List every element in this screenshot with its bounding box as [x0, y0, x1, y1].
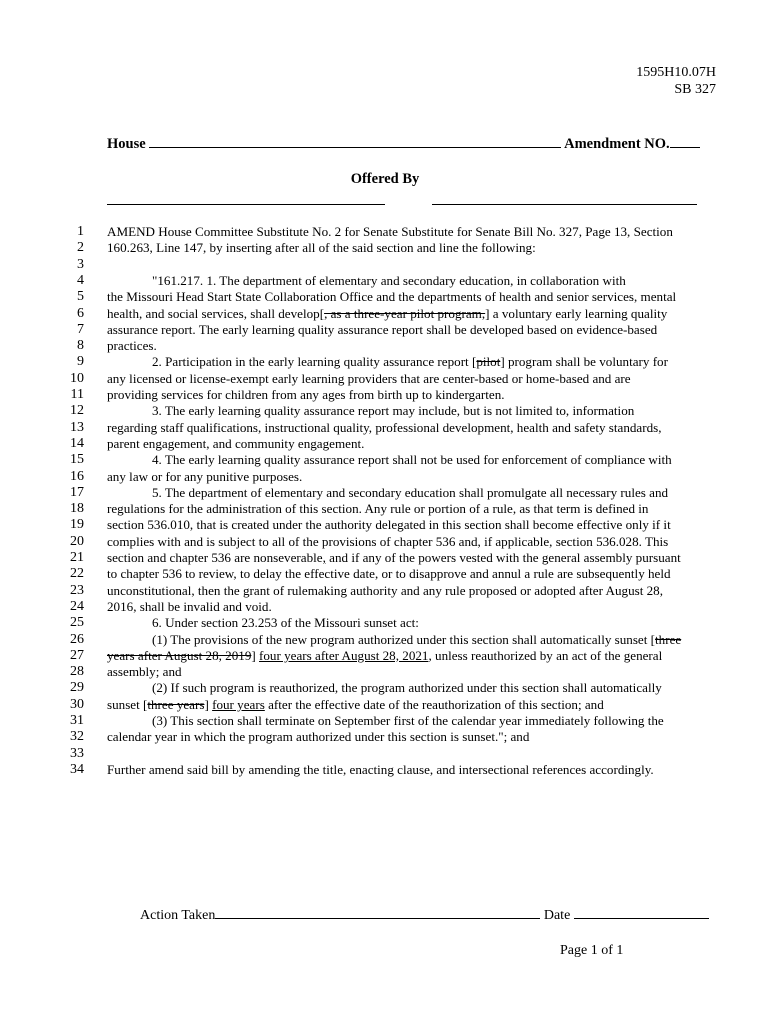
text-segment: AMEND House Committee Substitute No. 2 for Senate Substitute for Senate Bill No. 327, Page 13, Section: [107, 224, 673, 239]
text-segment: section and chapter 536 are nonseverable: [107, 550, 323, 565]
text-segment: 5. The department of elementary and secondary education shall promulgate all necessary rules and: [152, 484, 669, 500]
text-segment: (3) This section shall terminate on September first of the calendar year immediately following the: [152, 713, 664, 728]
line-number: 24: [70, 598, 84, 614]
line-number: 23: [70, 582, 84, 598]
line-number: 31: [70, 713, 84, 728]
line-text: [107, 664, 182, 680]
text-segment: assembly; and: [107, 664, 182, 680]
date-label: Date: [543, 908, 571, 923]
line-text: [107, 224, 673, 240]
line-number: 1: [77, 224, 84, 239]
line-text: [107, 338, 157, 354]
line-text: [107, 615, 419, 631]
line-text: [107, 240, 536, 256]
amendment-number-label: Amendment NO.: [564, 136, 670, 152]
text-segment: ] a voluntary early learning quality: [485, 305, 668, 321]
text-segment: any law or for any punitive purposes.: [107, 468, 303, 484]
line-number: 14: [70, 435, 84, 451]
text-segment: 2. Participation in the early learning quality assurance report [: [152, 354, 477, 370]
line-text: [107, 273, 626, 289]
line-number: 33: [70, 745, 84, 761]
text-segment: "161.217. 1. The department of elementary and secondary education, in collaboration with: [152, 272, 626, 288]
date-blank[interactable]: [574, 906, 709, 919]
deleted-text: , as a three-year pilot program,: [324, 305, 486, 321]
text-segment: (1) The provisions of the new program authorized under this section shall automatically sunset [: [152, 631, 656, 647]
line-text: [107, 322, 657, 338]
line-number: 30: [70, 696, 84, 712]
inserted-text: four years: [212, 696, 265, 712]
deleted-text: three years: [147, 696, 205, 712]
line-text: [107, 599, 272, 615]
text-segment: ]: [251, 647, 260, 663]
line-number: 12: [70, 403, 84, 419]
document-code: 1595H10.07H: [636, 65, 716, 80]
document-header: [636, 64, 716, 98]
line-text: [107, 648, 662, 664]
deleted-text: pilot: [476, 354, 501, 370]
line-text: [107, 436, 364, 452]
text-segment: any licensed or license-exempt early learning providers that are center-based or home-based and are: [107, 370, 631, 386]
text-segment: calendar year in which the program authorized under this section is sunset."; and: [107, 729, 530, 745]
text-segment: ]: [204, 696, 213, 712]
line-number: 7: [77, 321, 84, 337]
line-number: 15: [70, 452, 84, 468]
action-taken-row: [140, 906, 709, 924]
text-segment: ] program shall be voluntary for: [500, 354, 668, 370]
text-segment: sunset [: [107, 696, 148, 712]
line-number: 18: [70, 501, 84, 517]
offered-by-label: Offered By: [350, 171, 420, 187]
offered-by-blank-right[interactable]: [432, 204, 697, 205]
text-segment: (2) If such program is reauthorized, the program authorized under this section shall automatically: [152, 680, 662, 696]
text-segment: to chapter 536 to review, to delay the effective date, or to disapprove and annul a rule are subsequently held: [107, 566, 671, 582]
line-text: [107, 387, 505, 403]
text-segment: providing services for children from any ages from birth up to kindergarten.: [107, 387, 505, 402]
text-segment: unconstitutional, then the grant of rulemaking authority and any rule proposed or adopted after August 28,: [107, 582, 663, 598]
line-number: 22: [70, 566, 84, 582]
bill-number: SB 327: [674, 82, 716, 97]
text-segment: after the effective date of the reauthorization of this section; and: [264, 696, 604, 712]
line-text: [107, 680, 662, 696]
line-number: 13: [70, 419, 84, 435]
page-number: Page 1 of 1: [560, 943, 624, 958]
line-text: [107, 452, 672, 468]
text-segment: regarding staff qualifications, instructional quality, professional development, health and safety standards,: [107, 419, 662, 435]
line-number: 19: [70, 517, 84, 533]
line-number: 20: [70, 533, 84, 549]
house-amendment-line: [107, 135, 715, 153]
text-segment: parent engagement, and community engagement.: [107, 435, 365, 451]
action-taken-blank[interactable]: [215, 906, 540, 919]
line-number: 32: [70, 729, 84, 745]
deleted-text: years after August 28, 2019: [107, 647, 252, 663]
line-number: 25: [70, 615, 84, 631]
line-number: 26: [70, 631, 84, 647]
text-segment: the Missouri Head Start State Collaboration Office and the departments of health and senior services, mental: [107, 289, 677, 305]
line-number: 2: [77, 240, 84, 256]
line-number: 10: [70, 370, 84, 386]
line-text: [107, 306, 667, 322]
line-number: 5: [77, 289, 84, 305]
line-text: [107, 697, 604, 713]
line-number: 11: [70, 387, 84, 402]
line-text: [107, 517, 671, 533]
line-text: [107, 713, 664, 729]
house-label: House: [107, 136, 146, 152]
line-text: [107, 403, 634, 419]
line-number: 6: [77, 305, 84, 321]
line-text: [107, 469, 302, 485]
text-segment: assurance report. The early learning quality assurance report shall be developed based on evidence-based: [107, 321, 658, 337]
inserted-text: ,: [322, 550, 326, 565]
amendment-number-blank[interactable]: [670, 135, 700, 148]
line-text: [107, 354, 668, 370]
line-number: 3: [77, 256, 84, 272]
line-text: [107, 583, 663, 599]
line-number: 21: [70, 550, 84, 565]
text-segment: regulations for the administration of this section. Any rule or portion of a rule, as that term is defined in: [107, 501, 649, 517]
text-segment: practices.: [107, 338, 157, 354]
line-number: 27: [70, 647, 84, 663]
line-number: 16: [70, 468, 84, 484]
text-segment: Further amend said bill by amending the title, enacting clause, and intersectional references accordingly.: [107, 761, 654, 777]
line-text: [107, 566, 671, 582]
line-number: 17: [70, 484, 84, 500]
line-text: [107, 632, 681, 648]
text-segment: , unless reauthorized by an act of the general: [428, 647, 663, 663]
deleted-text: three: [655, 631, 682, 647]
line-text: [107, 550, 681, 566]
line-text: [107, 501, 648, 517]
text-segment: 160.263, Line 147, by inserting after all of the said section and line the following:: [107, 240, 536, 256]
text-segment: 6. Under section 23.253 of the Missouri sunset act:: [152, 615, 419, 631]
text-segment: 3. The early learning quality assurance report may include, but is not limited to, information: [152, 403, 635, 419]
line-number: 9: [77, 354, 84, 370]
line-number: 8: [77, 338, 84, 354]
line-text: [107, 371, 631, 387]
line-number: 29: [70, 680, 84, 696]
line-text: [107, 762, 654, 778]
text-segment: section 536.010, that is created under the authority delegated in this section shall become effective only if it: [107, 517, 671, 533]
line-number: 28: [70, 664, 84, 680]
text-segment: 2016, shall be invalid and void.: [107, 598, 272, 614]
line-text: [107, 420, 662, 436]
line-number: 4: [77, 272, 84, 288]
offered-by-blank-left[interactable]: [107, 204, 385, 205]
line-text: [107, 534, 668, 550]
house-blank[interactable]: [149, 135, 561, 148]
text-segment: health, and social services, shall develop[: [107, 305, 325, 321]
line-text: [107, 289, 676, 305]
text-segment: and if any of the powers vested with the general assembly pursuant: [325, 550, 681, 565]
text-segment: complies with and is subject to all of the provisions of chapter 536 and, if applicable, section 536.028. This: [107, 533, 669, 549]
inserted-text: four years after August 28, 2021: [259, 647, 429, 663]
line-text: [107, 729, 529, 745]
text-segment: 4. The early learning quality assurance report shall not be used for enforcement of compliance with: [152, 452, 672, 468]
line-number: 34: [70, 761, 84, 777]
line-text: [107, 485, 668, 501]
action-taken-label: Action Taken: [140, 908, 216, 923]
